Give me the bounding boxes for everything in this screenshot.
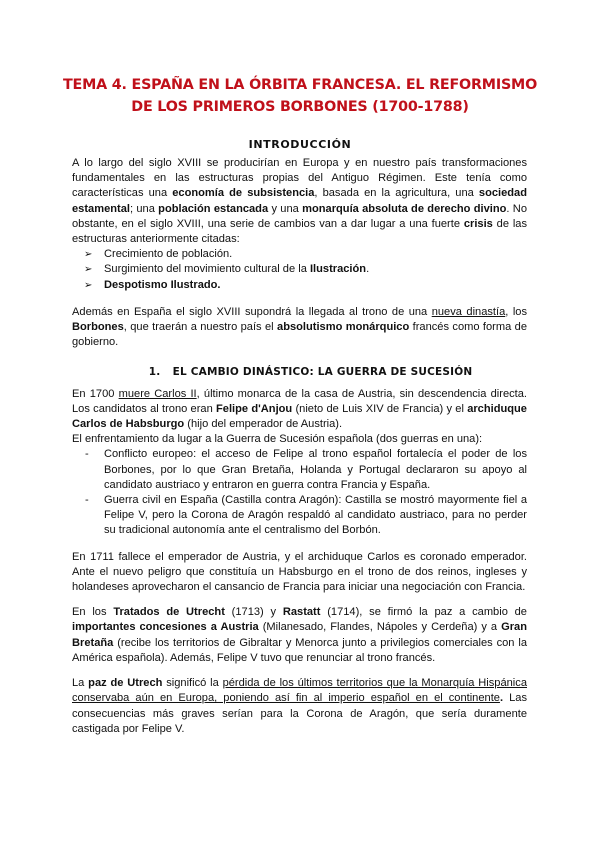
dash-bullet: -	[85, 494, 89, 507]
list-item: - Guerra civil en España (Castilla contra Aragón): Castilla se mostró mayormente fiel a Felipe V, pero la Corona de Aragón respaldó al candidato austriaco, para no perder su tradicional autonomía ante el centralismo del Borbón.	[85, 494, 527, 537]
intro-list	[72, 247, 527, 293]
dash-bullet: -	[85, 448, 89, 461]
section-title: EL CAMBIO DINÁSTICO: LA GUERRA DE SUCESIÓN	[172, 366, 473, 379]
section-1-paragraph-1b: El enfrentamiento da lugar a la Guerra de Sucesión española (dos guerras en una):	[72, 433, 483, 446]
document-title: TEMA 4. ESPAÑA EN LA ÓRBITA FRANCESA. EL REFORMISMO DE LOS PRIMEROS BORBONES (1700-1788)	[62, 77, 538, 115]
section-1-paragraph-3: En los Tratados de Utrecht (1713) y Rastatt (1714), se firmó la paz a cambio de importantes concesiones a Austria (Milanesado, Flandes, Nápoles y Cerdeña) y a Gran Bretaña (recibe los territorios de Gibraltar y Menorca junto a privilegios comerciales con la América española). Además, Felipe V tuvo que renunciar al trono francés.	[72, 606, 527, 664]
list-item: - Conflicto europeo: el acceso de Felipe al trono español fortalecía el poder de los Borbones, por lo que Gran Bretaña, Holanda y Portugal declararon su apoyo al candidato austriaco y entraron en guerra contra Francia y España.	[85, 448, 527, 491]
section-1-paragraph-4: La paz de Utrech significó la pérdida de los últimos territorios que la Monarquía Hispánica conservaba aún en Europa, poniendo así fin al imperio español en el continente. Las consecuencias más graves serían para la Corona de Aragón, que sería duramente castigada por Felipe V.	[72, 677, 527, 735]
intro-paragraph-2: Además en España el siglo XVIII supondrá la llegada al trono de una nueva dinastía, los Borbones, que traerán a nuestro país el absolutismo monárquico francés como forma de gobierno.	[72, 305, 528, 349]
section-1-paragraph-1: En 1700 muere Carlos II, último monarca de la casa de Austria, sin descendencia directa. Los candidatos al trono eran Felipe d'Anjou (nieto de Luis XIV de Francia) y el archiduque Carlos de Habsburgo (hijo del emperador de Austria).	[72, 387, 527, 431]
war-list	[72, 447, 527, 538]
section-number: 1.	[148, 366, 161, 379]
arrow-bullet-icon: ➢	[84, 279, 93, 291]
intro-paragraph-1: A lo largo del siglo XVIII se producirían en Europa y en nuestro país transformaciones fundamentales en las estructuras propias del Antiguo Régimen. Este tenía como características una economía de subsistencia, basada en la agricultura, una sociedad estamental; una población estancada y una monarquía absoluta de derecho divino. No obstante, en el siglo XVIII, una serie de cambios van a dar lugar a una fuerte crisis de las estructuras anteriormente citadas:	[72, 157, 528, 246]
list-item: ➢ Crecimiento de población.	[72, 247, 527, 262]
intro-heading: INTRODUCCIÓN	[248, 138, 352, 151]
list-item: ➢ Despotismo Ilustrado.	[72, 278, 527, 293]
section-1-heading	[72, 365, 527, 380]
document-body	[72, 156, 527, 737]
section-1-paragraph-2: En 1711 fallece el emperador de Austria, y el archiduque Carlos es coronado emperador. Ante el nuevo peligro que constituía un Habsburgo en el trono de dos reinos, ingleses y holandeses aprovecharon el cansancio de Francia para iniciar una negociación con Francia.	[72, 550, 527, 594]
arrow-bullet-icon: ➢	[84, 249, 93, 261]
list-item: ➢ Surgimiento del movimiento cultural de la Ilustración.	[72, 262, 527, 277]
arrow-bullet-icon: ➢	[84, 264, 93, 276]
